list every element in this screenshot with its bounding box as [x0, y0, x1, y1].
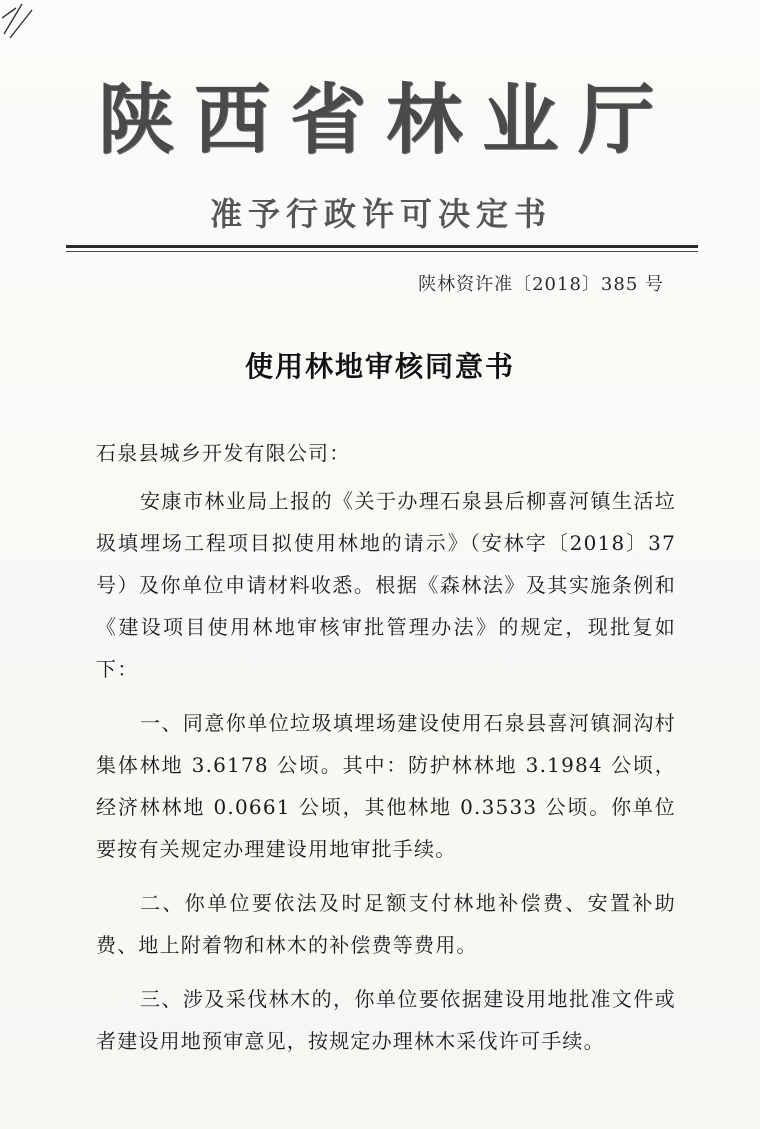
header-rule-thin [66, 251, 698, 252]
header-rule [66, 245, 698, 248]
decision-subtitle: 准予行政许可决定书 [210, 195, 553, 233]
paragraph-item-2: 二、你单位要依法及时足额支付林地补偿费、安置补助费、地上附着物和林木的补偿费等费用。 [96, 891, 676, 957]
paragraph-item-1: 一、同意你单位垃圾填埋场建设使用石泉县喜河镇洞沟村集体林地 3.6178 公顷。其中：防护林林地 3.1984 公顷，经济林林地 0.0661 公顷，其他林地 0.3533 公顷。你单位要按有关规定办理建设用地审批手续。 [96, 711, 676, 861]
recipient: 石泉县城乡开发有限公司： [96, 441, 351, 465]
document-body [96, 432, 676, 1074]
pen-mark [2, 0, 50, 40]
issuer-title: 陕西省林业厅 [98, 75, 674, 164]
document-number: 陕林资许准〔2018〕385 号 [418, 274, 664, 295]
paragraph-item-3: 三、涉及采伐林木的，你单位要依据建设用地批准文件或者建设用地预审意见，按规定办理林木采伐许可手续。 [96, 987, 676, 1053]
document-title: 使用林地审核同意书 [244, 350, 515, 383]
paragraph-intro: 安康市林业局上报的《关于办理石泉县后柳喜河镇生活垃圾填埋场工程项目拟使用林地的请示》（安林字〔2018〕37 号）及你单位申请材料收悉。根据《森林法》及其实施条例和《建设项目使用林地审核审批管理办法》的规定，现批复如下： [96, 489, 676, 681]
